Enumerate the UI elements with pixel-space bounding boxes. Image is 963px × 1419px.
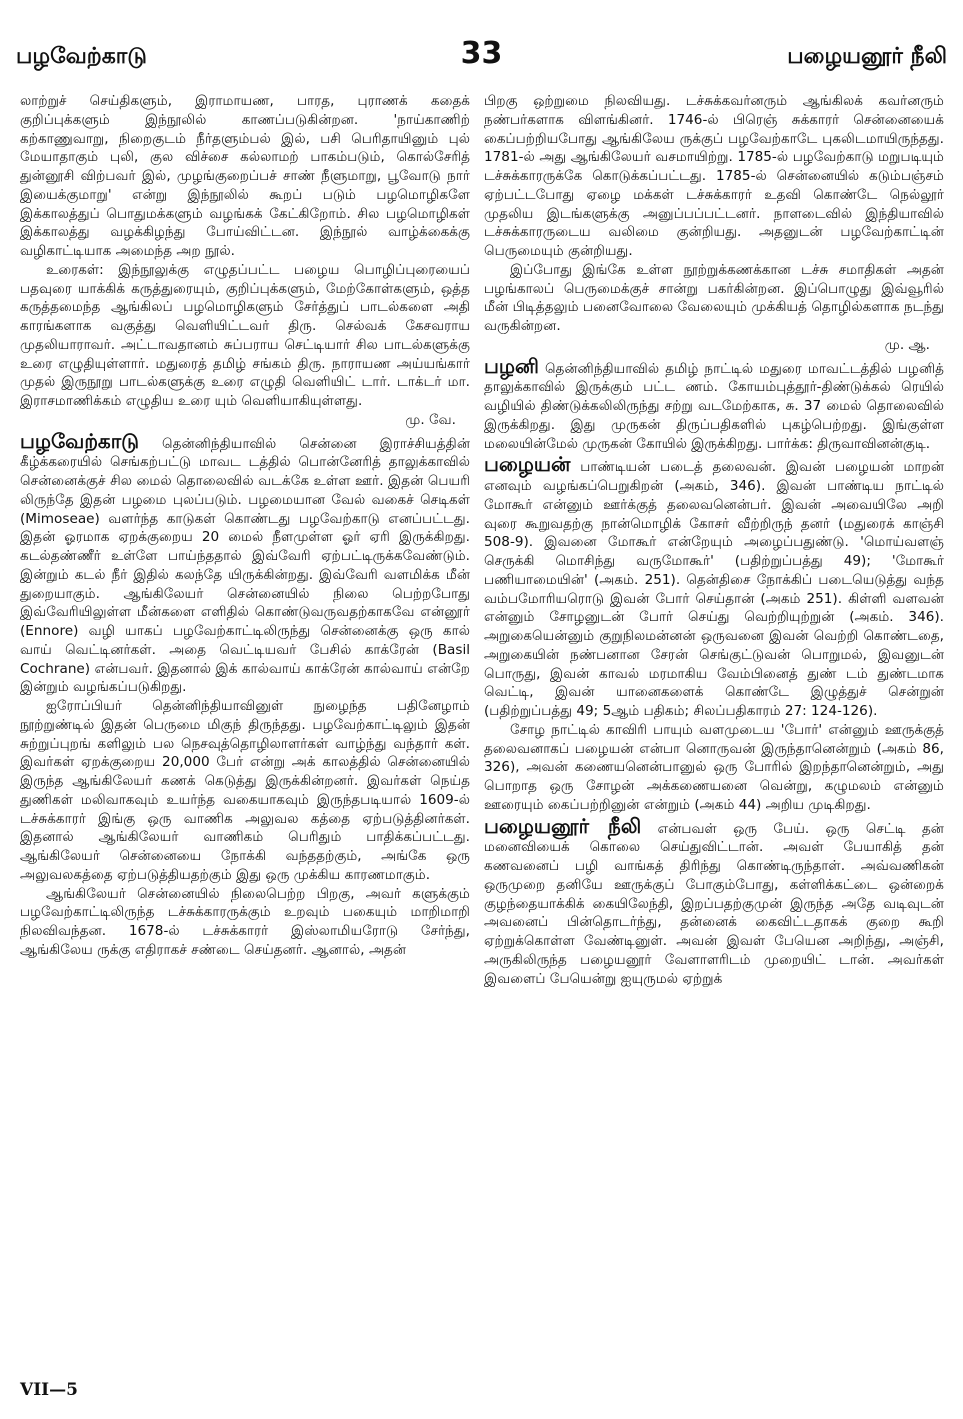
entry-palaiyan (484, 453, 944, 721)
entry-palaverkadu (20, 430, 470, 698)
left-column (20, 92, 470, 960)
entry-palani (484, 355, 944, 454)
entry-palaiyanur-neeli (484, 815, 944, 989)
paragraph: உரைகள்: இந்நூலுக்கு எழுதப்பட்ட பழைய பொழிப்புரையைப் பதவுரை யாக்கிக் கருத்துரையும், குறிப்புக்களும், மேற்கோள்களும், ஒத்த கருத்தமைந்த ஆங்கிலப் பழமொழிகளும் சேர்த்துப் பாடல்களை அதி காரங்களாக வகுத்து வெளியிட்டவர் திரு. செல்வக் கேசவராய முதலியாராவர். அட்டாவதானம் சுப்பராய செட்டியார் சில பாடல்களுக்கு உரை எழுதியுள்ளார். மதுரைத் தமிழ் சங்கம் திரு. நாராயண அய்யங்கார் முதல் இருநூறு பாடல்களுக்கு உரை எழுதி வெளியிட் டார். டாக்டர் மா. இராசமாணிக்கம் எழுதிய உரை யும் வெளியாகியுள்ளது. (20, 261, 470, 409)
paragraph: ஆங்கிலேயர் சென்னையில் நிலைபெற்ற பிறகு, அவர் களுக்கும் பழவேற்காட்டிலிருந்த டச்சுக்காரருக்கும் உறவும் பகையும் மாறிமாறி நிலவிவந்தன. 1678-ல் டச்சுக்காரர் இஸ்லாமியரோடு சேர்ந்து, ஆங்கிலேய ருக்கு எதிராகச் சண்டை செய்தனர். ஆனால், அதன் (20, 885, 470, 958)
page-header (16, 36, 947, 80)
paragraph: லாற்றுச் செய்திகளும், இராமாயண, பாரத, புராணக் கதைக் குறிப்புக்களும் இந்நூலில் காணப்படுகின்றன. 'நாய்காணிற் கற்காணுவாறு, நிறைகுடம் நீர்தளும்பல் இல், பசி பெரிதாயினும் புல் மேயாதாகும் புலி, குல விச்சை கல்லாமற் பாகம்படும், கொல்சேரித் துன்னூசி விற்பவர் இல், முழங்குறைப்பச் சாண் நீளுமாறு, பூவோடு நார் இயைக்குமாறு' என்று இந்நூலில் கூறப் படும் பழமொழிகளே இக்காலத்துப் பொதுமக்களும் வழங்கக் கேட்கிறோம். சில பழமொழிகள் இக்காலத்து வழக்கிழந்து போய்விட்டன. இந்நூல் வாழ்க்கைக்கு வழிகாட்டியாக அமைந்த அற நூல். (20, 93, 470, 259)
running-head-right: பழையனூர் நீலி (787, 44, 947, 69)
paragraph: சோழ நாட்டில் காவிரி பாயும் வளமுடைய 'போர்' என்னும் ஊருக்குத் தலைவனாகப் பழையன் என்பா னொருவன் இருந்தானென்றும் (அகம் 86, 326), அவன் கணையனென்பானுல் ஒரு போரில் இறந்தானென்றும், அது பொறாத ஒரு சோழன் அக்கணையனை வென்று, கழுமலம் என்னும் ஊரையும் கைப்பற்றினுன் என்றும் (அகம் 44) அறிய முடிகிறது. (484, 721, 944, 813)
page-number: 33 (460, 36, 503, 71)
right-column (484, 92, 944, 988)
entry-headword: பழவேற்காடு (20, 428, 140, 453)
author-initials: மு. ஆ. (884, 336, 930, 353)
entry-text: பாண்டியன் படைத் தலைவன். இவன் பழையன் மாறன் எனவும் வழங்கப்பெறுகிறன் (அகம், 346). இவன் பாண்டிய நாட்டில் மோகூர் என்னும் ஊர்க்குத் தலைவனென்பர். இவன் அவையிலே அறி வுரை கூறுவதற்கு நான்மொழிக் கோசர் வீற்றிருந் தனர் (மதுரைக் காஞ்சி 508-9). இவனை மோகூர் என்றேயும் அழைப்பதுண்டு. 'மொய்வளஞ் செருக்கி மொசிந்து வருமோகூர்' (பதிற்றுப்பத்து 49); 'மோகூர் பணியாமையின்' (அகம். 251). தென்திசை நோக்கிப் படையெடுத்து வந்த வம்பமோரியரொடு இவன் போர் செய்தான் (அகம் 251). கிள்ளி வளவன் என்னும் சோழனுடன் போர் செய்து வெற்றியுற்றுன் (அகம். 346). அறுகையென்னும் குறுநிலமன்னன் ஒருவனை இவன் வெற்றி கொண்டதை, அறுகையின் நண்பனான சேரன் செங்குட்டுவன் பொறுமல், இவனுடன் பொருது, இவன் காவல் மரமாகிய வேம்பினைத் துண் டம் துண்டமாக வெட்டி, இவன் யானைகளைக் கொண்டே இழுத்துச் சென்றுன் (பதிற்றுப்பத்து 49; 5ஆம் பதிகம்; சிலப்பதிகாரம் 27: 124-126). (484, 459, 944, 719)
paragraph: பிறகு ஒற்றுமை நிலவியது. டச்சுக்கவர்னரும் ஆங்கிலக் கவர்னரும் நண்பர்களாக விளங்கினர். 1746-ல் பிரெஞ் சுக்காரர் சென்னையைக் கைப்பற்றியபோது ஆங்கிலேய ருக்குப் பழவேற்காடே புகலிடமாயிருந்தது. 1781-ல் அது ஆங்கிலேயர் வசமாயிற்று. 1785-ல் பழவேற்காடு மறுபடியும் டச்சுக்காரருக்கே கொடுக்கப்பட்டது. 1785-ல் சென்னையில் கடும்பஞ்சம் ஏற்பட்டபோது ஏழை மக்கள் டச்சுக்காரர் உதவி கொண்டே நெல்லூர் முதலிய இடங்களுக்கு அனுப்பப்பட்டனர். நாளடைவில் இந்தியாவில் டச்சுக்காரருடைய வலிமை குன்றியது. அதனுடன் பழவேற்காட்டின் பெருமையும் குன்றியது. (484, 93, 944, 259)
signature-mark: VII—5 (20, 1380, 78, 1400)
entry-headword: பழையனூர் நீலி (484, 813, 642, 838)
entry-text: என்பவள் ஒரு பேய். ஒரு செட்டி தன் மனைவியைக் கொலை செய்துவிட்டான். அவள் பேயாகித் தன் கணவனைப் பழி வாங்கத் திரிந்து கொண்டிருந்தாள். அவ்வணிகன் ஒருமுறை தனியே ஊருக்குப் போகும்போது, கள்ளிக்கட்டை ஒன்றைக் குழந்தையாக்கிக் கையிலேந்தி, இறப்பதற்குமுன் இருந்த அதே வடிவுடன் அவனைப் பின்தொடர்ந்து, தன்னைக் கைவிட்டதாகக் குறை கூறி ஏற்றுக்கொள்ள வேண்டினுள். அவன் இவள் பேயென அறிந்து, அஞ்சி, அருகிலிருந்த பழையனூர் வேளாளரிடம் முறையிட் டான். அவர்கள் இவளைப் பேயென்று ஐயுருமல் ஏற்றுக் (484, 820, 944, 987)
author-initials: மு. வே. (405, 411, 456, 428)
paragraph: ஐரோப்பியர் தென்னிந்தியாவினுள் நுழைந்த பதினேழாம் நூற்றுண்டில் இதன் பெருமை மிகுந் திருந்தது. பழவேற்காட்டிலும் இதன் சுற்றுப்புறங் களிலும் பல நெசவுத்தொழிலாளர்கள் வாழ்ந்து வந்தார் கள். இவர்கள் ஏறக்குறைய 20,000 பேர் என்று அக் காலத்தில் சென்னையில் இருந்த ஆங்கிலேயர் கணக் கெடுத்து இருக்கின்றனர். இவர்கள் நெய்த துணிகள் மலிவாகவும் உயர்ந்த வகையாகவும் இருந்தபடியால் 1609-ல் டச்சுக்காரர் இங்கு ஒரு வாணிக அலுவல கத்தை ஏற்படுத்தினர்கள். இதனால் ஆங்கிலேயர் வாணிகம் பெரிதும் பாதிக்கப்பட்டது. ஆங்கிலேயர் சென்னையை நோக்கி வந்ததற்கும், அங்கே ஒரு அலுவலகத்தை ஏற்படுத்தியதற்கும் இது ஒரு முக்கிய காரணமாகும். (20, 698, 470, 883)
entry-headword: பழனி (484, 353, 539, 378)
entry-text: தென்னிந்தியாவில் சென்னை இராச்சியத்தின் கீழ்க்கரையில் செங்கற்பட்டு மாவட டத்தில் பொன்னேரித் தாலுக்காவில் சென்னைக்குச் சில மைல் தொலைவில் வடக்கே உள்ள ஊர். இதன் பெயரி லிருந்தே இதன் பழமை புலப்படும். பழமையான வேல் வகைச் செடிகள் (Mimoseae) வளர்ந்த காடுகள் கொண்டது பழவேற்காடு எனப்பட்டது. இதன் ஓரமாக ஏறக்குறைய 20 மைல் நீளமுள்ள ஓர் ஏரி இருக்கிறது. கடல்தண்ணீர் உள்ளே பாய்ந்ததால் இவ்வேரி ஏற்பட்டிருக்கவேண்டும். இன்றும் கடல் நீர் இதில் கலந்தே யிருக்கின்றது. இவ்வேரி வளமிக்க மீன் துறையாகும். ஆங்கிலேயர் சென்னையில் நிலை பெற்றபோது இவ்வேரியிலுள்ள மீன்களை எளிதில் கொண்டுவருவதற்காகவே என்னூர் (Ennore) வழி யாகப் பழவேற்காட்டிலிருந்து சென்னைக்கு ஒரு கால் வாய் வெட்டினர்கள். அதை வெட்டியவர் பேசில் காக்ரேன் (Basil Cochrane) என்பவர். இதனால் இக் கால்வாய் காக்ரேன் கால்வாய் என்றே இன்றும் வழங்கப்படுகிறது. (20, 435, 470, 696)
paragraph: இப்போது இங்கே உள்ள நூற்றுக்கணக்கான டச்சு சமாதிகள் அதன் பழங்காலப் பெருமைக்குச் சான்று பகர்கின்றன. இப்பொழுது இவ்வூரில் மீன் பிடித்தலும் பனைவோலை வேலையும் முக்கியத் தொழில்களாக நடந்து வருகின்றன. (484, 261, 944, 334)
entry-text: தென்னிந்தியாவில் தமிழ் நாட்டில் மதுரை மாவட்டத்தில் பழனித் தாலுக்காவில் இருக்கும் பட்ட ணம். கோயம்புத்தூர்-திண்டுக்கல் ரெயில் வழியில் திண்டுக்கலிலிருந்து சற்று வடமேற்காக, சு. 37 மைல் தொலைவில் இருக்கிறது. இது முருகன் திருப்பதிகளில் புகழ்பெற்றது. இங்குள்ள மலையின்மேல் முருகன் கோயில் இருக்கிறது. பார்க்க: திருவாவினன்குடி. (484, 360, 944, 452)
entry-headword: பழையன் (484, 452, 571, 477)
running-head-left: பழவேற்காடு (16, 44, 147, 69)
